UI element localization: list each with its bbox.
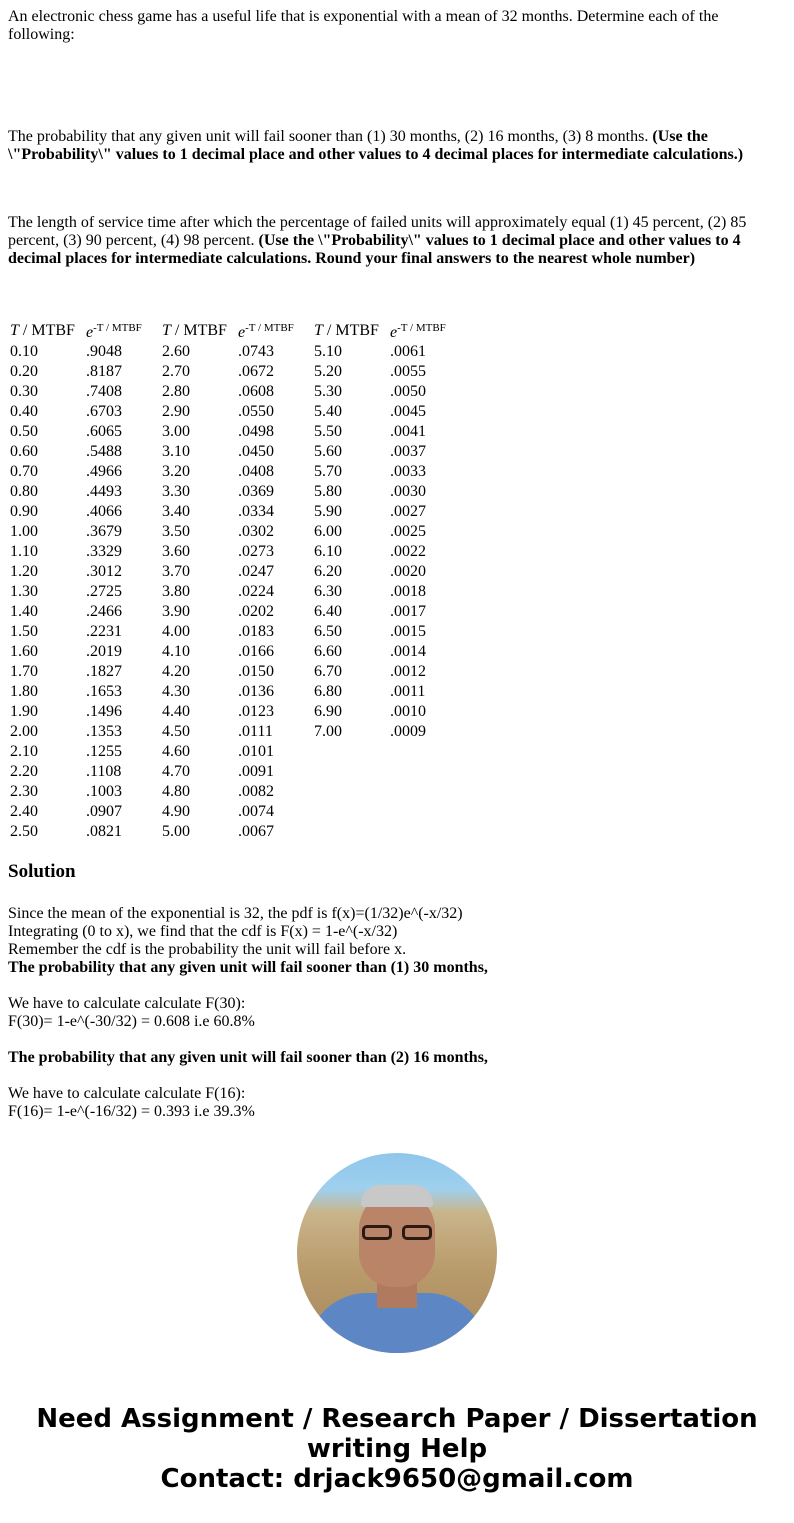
cell-t-mtbf: 1.30: [10, 583, 38, 600]
cell-exp-value: .0672: [238, 363, 274, 380]
cell-t-mtbf: 4.10: [162, 643, 190, 660]
cell-t-mtbf: 3.40: [162, 503, 190, 520]
table-row: [8, 422, 464, 442]
table-row: [8, 762, 464, 782]
cell-t-mtbf: 5.90: [314, 503, 342, 520]
part2-note: (Use the \"Probability\" values to 1 decimal place and other values to 4 decimal places for intermediate calculations. Round your final answers to the nearest whole number): [8, 232, 741, 267]
table-row: [8, 342, 464, 362]
table-row: [8, 782, 464, 802]
sub2-heading: [8, 1049, 786, 1067]
table-row: [8, 482, 464, 502]
header-t: T: [162, 321, 171, 339]
cell-t-mtbf: 0.80: [10, 483, 38, 500]
cell-t-mtbf: 3.90: [162, 603, 190, 620]
cell-exp-value: .0224: [238, 583, 274, 600]
header-e: e: [390, 324, 398, 341]
table-row: [8, 462, 464, 482]
cell-t-mtbf: 2.40: [10, 803, 38, 820]
cell-exp-value: .9048: [86, 343, 122, 360]
cell-t-mtbf: 1.90: [10, 703, 38, 720]
cell-exp-value: .0202: [238, 603, 274, 620]
cell-exp-value: .0166: [238, 643, 274, 660]
cell-t-mtbf: 4.50: [162, 723, 190, 740]
table-row: [8, 602, 464, 622]
cell-t-mtbf: 5.20: [314, 363, 342, 380]
cell-exp-value: .0150: [238, 663, 274, 680]
table-row: [8, 722, 464, 742]
cell-exp-value: .1003: [86, 783, 122, 800]
column-header-exp: [236, 319, 312, 342]
cell-exp-value: .0111: [238, 723, 273, 740]
cell-t-mtbf: [312, 782, 388, 802]
sub1-heading: [8, 959, 786, 977]
cell-t-mtbf: 4.40: [162, 703, 190, 720]
table-row: [8, 702, 464, 722]
avatar-hair: [361, 1185, 433, 1207]
column-header-t-mtbf: [312, 319, 388, 342]
table-row: [8, 622, 464, 642]
cell-exp-value: .0183: [238, 623, 274, 640]
question-part1: [8, 128, 786, 164]
cell-t-mtbf: 0.90: [10, 503, 38, 520]
cell-t-mtbf: 5.80: [314, 483, 342, 500]
cell-t-mtbf: 3.80: [162, 583, 190, 600]
part1-text: The probability that any given unit will fail sooner than (1) 30 months, (2) 16 months, (3) 8 months.: [8, 128, 649, 145]
header-e: e: [86, 324, 94, 341]
cell-t-mtbf: 5.60: [314, 443, 342, 460]
cell-t-mtbf: 2.70: [162, 363, 190, 380]
cell-t-mtbf: 0.70: [10, 463, 38, 480]
header-mtbf: / MTBF: [170, 321, 227, 339]
cell-exp-value: .0018: [390, 583, 426, 600]
cell-exp-value: .0020: [390, 563, 426, 580]
table-body: [8, 342, 464, 842]
column-header-exp: [84, 319, 160, 342]
solution-heading: Solution: [8, 861, 76, 882]
cell-t-mtbf: 1.10: [10, 543, 38, 560]
cell-t-mtbf: 5.40: [314, 403, 342, 420]
cell-t-mtbf: [312, 802, 388, 822]
cell-exp-value: .0907: [86, 803, 122, 820]
cell-exp-value: .2231: [86, 623, 122, 640]
cell-t-mtbf: 1.80: [10, 683, 38, 700]
cell-exp-value: [388, 742, 464, 762]
table-row: [8, 522, 464, 542]
cell-t-mtbf: 6.60: [314, 643, 342, 660]
solution-line: We have to calculate calculate F(30):: [8, 995, 246, 1012]
solution-line: Remember the cdf is the probability the unit will fail before x.: [8, 941, 407, 958]
cell-t-mtbf: 2.10: [10, 743, 38, 760]
cell-exp-value: .0091: [238, 763, 274, 780]
cell-exp-value: .0247: [238, 563, 274, 580]
cell-exp-value: .0011: [390, 683, 426, 700]
cell-t-mtbf: 4.80: [162, 783, 190, 800]
cell-t-mtbf: 5.70: [314, 463, 342, 480]
solution-body: [8, 905, 786, 1121]
cell-exp-value: .0369: [238, 483, 274, 500]
cell-t-mtbf: 0.10: [10, 343, 38, 360]
cell-exp-value: .1353: [86, 723, 122, 740]
cell-exp-value: [388, 822, 464, 842]
cell-exp-value: .0045: [390, 403, 426, 420]
cell-exp-value: .0498: [238, 423, 274, 440]
cell-t-mtbf: 5.10: [314, 343, 342, 360]
cell-t-mtbf: 0.20: [10, 363, 38, 380]
cell-t-mtbf: 0.30: [10, 383, 38, 400]
cell-t-mtbf: 6.90: [314, 703, 342, 720]
cell-t-mtbf: 2.00: [10, 723, 38, 740]
table-header-row: [8, 319, 464, 342]
footer-contact[interactable]: Contact: drjack9650@gmail.com: [160, 1464, 634, 1494]
table-row: [8, 362, 464, 382]
cell-t-mtbf: 2.90: [162, 403, 190, 420]
table-row: [8, 502, 464, 522]
table-row: [8, 642, 464, 662]
cell-t-mtbf: 2.80: [162, 383, 190, 400]
cell-exp-value: .5488: [86, 443, 122, 460]
cell-exp-value: .6703: [86, 403, 122, 420]
cell-exp-value: .1496: [86, 703, 122, 720]
header-e: e: [238, 324, 246, 341]
footer-help-text: Need Assignment / Research Paper / Dissertation writing Help: [36, 1404, 758, 1464]
column-header-t-mtbf: [8, 319, 84, 342]
glasses-icon: [359, 1225, 435, 1241]
cell-t-mtbf: 1.20: [10, 563, 38, 580]
cell-t-mtbf: [312, 742, 388, 762]
question-intro: An electronic chess game has a useful life that is exponential with a mean of 32 months. Determine each of the following:: [8, 8, 719, 43]
cell-exp-value: .1255: [86, 743, 122, 760]
cell-exp-value: .4066: [86, 503, 122, 520]
solution-line: Integrating (0 to x), we find that the cdf is F(x) = 1-e^(-x/32): [8, 923, 398, 940]
cell-t-mtbf: 7.00: [314, 723, 342, 740]
table-row: [8, 662, 464, 682]
cell-t-mtbf: 1.50: [10, 623, 38, 640]
cell-exp-value: .8187: [86, 363, 122, 380]
cell-exp-value: .0273: [238, 543, 274, 560]
cell-t-mtbf: 2.20: [10, 763, 38, 780]
cell-exp-value: .0037: [390, 443, 426, 460]
solution-line: Since the mean of the exponential is 32, the pdf is f(x)=(1/32)e^(-x/32): [8, 905, 463, 922]
solution-line: We have to calculate calculate F(16):: [8, 1085, 246, 1102]
cell-t-mtbf: 6.30: [314, 583, 342, 600]
table-row: [8, 542, 464, 562]
cell-exp-value: .0061: [390, 343, 426, 360]
cell-t-mtbf: 4.90: [162, 803, 190, 820]
cell-t-mtbf: 1.70: [10, 663, 38, 680]
cell-t-mtbf: 4.70: [162, 763, 190, 780]
cell-exp-value: .0550: [238, 403, 274, 420]
cell-t-mtbf: 6.10: [314, 543, 342, 560]
cell-exp-value: .0050: [390, 383, 426, 400]
cell-t-mtbf: 3.50: [162, 523, 190, 540]
cell-exp-value: [388, 802, 464, 822]
part1-note: (Use the \"Probability\" values to 1 decimal place and other values to 4 decimal places for intermediate calculations.): [8, 128, 744, 163]
cell-exp-value: .0027: [390, 503, 426, 520]
cell-exp-value: .0082: [238, 783, 274, 800]
cell-exp-value: .1653: [86, 683, 122, 700]
cell-exp-value: .0608: [238, 383, 274, 400]
table-row: [8, 582, 464, 602]
cell-exp-value: .0022: [390, 543, 426, 560]
table-row: [8, 442, 464, 462]
cell-t-mtbf: 1.40: [10, 603, 38, 620]
cell-exp-value: .0074: [238, 803, 274, 820]
cell-exp-value: .0408: [238, 463, 274, 480]
cell-t-mtbf: 2.60: [162, 343, 190, 360]
cell-exp-value: .0025: [390, 523, 426, 540]
cell-exp-value: .0010: [390, 703, 426, 720]
cell-t-mtbf: 5.50: [314, 423, 342, 440]
cell-t-mtbf: 3.60: [162, 543, 190, 560]
cell-exp-value: .0014: [390, 643, 426, 660]
cell-t-mtbf: 3.30: [162, 483, 190, 500]
cell-exp-value: .1827: [86, 663, 122, 680]
cell-exp-value: .0334: [238, 503, 274, 520]
table-row: [8, 742, 464, 762]
cell-exp-value: .0009: [390, 723, 426, 740]
cell-t-mtbf: 6.80: [314, 683, 342, 700]
cell-exp-value: .0015: [390, 623, 426, 640]
column-header-exp: [388, 319, 464, 342]
cell-t-mtbf: 6.00: [314, 523, 342, 540]
cell-t-mtbf: 6.70: [314, 663, 342, 680]
cell-t-mtbf: 2.50: [10, 823, 38, 840]
cell-exp-value: .0123: [238, 703, 274, 720]
question-part2: [8, 214, 786, 268]
cell-exp-value: .2466: [86, 603, 122, 620]
cell-t-mtbf: 0.40: [10, 403, 38, 420]
table-row: [8, 562, 464, 582]
table-row: [8, 802, 464, 822]
cell-exp-value: .4493: [86, 483, 122, 500]
table-row: [8, 382, 464, 402]
cell-exp-value: .0067: [238, 823, 274, 840]
cell-exp-value: .0302: [238, 523, 274, 540]
cell-exp-value: .7408: [86, 383, 122, 400]
cell-t-mtbf: 1.60: [10, 643, 38, 660]
header-exponent: -T / MTBF: [93, 322, 142, 334]
sub2-heading-text: The probability that any given unit will fail sooner than (2) 16 months,: [8, 1049, 488, 1066]
cell-t-mtbf: [312, 762, 388, 782]
cell-t-mtbf: [312, 822, 388, 842]
cell-exp-value: .0743: [238, 343, 274, 360]
cell-t-mtbf: 3.10: [162, 443, 190, 460]
header-mtbf: / MTBF: [322, 321, 379, 339]
cell-exp-value: .0055: [390, 363, 426, 380]
header-t: T: [314, 321, 323, 339]
header-t: T: [10, 321, 19, 339]
cell-t-mtbf: 1.00: [10, 523, 38, 540]
cell-exp-value: .3012: [86, 563, 122, 580]
cell-t-mtbf: 6.50: [314, 623, 342, 640]
column-header-t-mtbf: [160, 319, 236, 342]
cell-exp-value: .0101: [238, 743, 274, 760]
cell-exp-value: .0030: [390, 483, 426, 500]
cell-exp-value: .0821: [86, 823, 122, 840]
tutor-avatar-photo: [297, 1153, 497, 1353]
table-row: [8, 822, 464, 842]
header-exponent: -T / MTBF: [397, 322, 446, 334]
cell-t-mtbf: 3.70: [162, 563, 190, 580]
footer-banner: [0, 1404, 794, 1494]
header-mtbf: / MTBF: [18, 321, 75, 339]
table-row: [8, 402, 464, 422]
cell-t-mtbf: 2.30: [10, 783, 38, 800]
sub1-heading-text: The probability that any given unit will fail sooner than (1) 30 months,: [8, 959, 488, 976]
cell-exp-value: .0012: [390, 663, 426, 680]
cell-exp-value: .2725: [86, 583, 122, 600]
cell-exp-value: [388, 782, 464, 802]
cell-t-mtbf: 4.20: [162, 663, 190, 680]
solution-line: F(30)= 1-e^(-30/32) = 0.608 i.e 60.8%: [8, 1013, 255, 1030]
cell-exp-value: .0033: [390, 463, 426, 480]
cell-exp-value: .0450: [238, 443, 274, 460]
cell-exp-value: .0136: [238, 683, 274, 700]
cell-t-mtbf: 0.60: [10, 443, 38, 460]
cell-exp-value: .0017: [390, 603, 426, 620]
header-exponent: -T / MTBF: [245, 322, 294, 334]
solution-line: F(16)= 1-e^(-16/32) = 0.393 i.e 39.3%: [8, 1103, 255, 1120]
cell-t-mtbf: 5.00: [162, 823, 190, 840]
cell-exp-value: .6065: [86, 423, 122, 440]
part2-text: The length of service time after which the percentage of failed units will approximately equal (1) 45 percent, (2) 85 percent, (3) 90 percent, (4) 98 percent.: [8, 214, 747, 249]
cell-t-mtbf: 6.20: [314, 563, 342, 580]
cell-exp-value: .4966: [86, 463, 122, 480]
cell-t-mtbf: 4.00: [162, 623, 190, 640]
cell-t-mtbf: 5.30: [314, 383, 342, 400]
cell-t-mtbf: 3.00: [162, 423, 190, 440]
cell-exp-value: .2019: [86, 643, 122, 660]
cell-exp-value: .3329: [86, 543, 122, 560]
cell-t-mtbf: 4.30: [162, 683, 190, 700]
cell-exp-value: .1108: [86, 763, 122, 780]
table-row: [8, 682, 464, 702]
cell-t-mtbf: 3.20: [162, 463, 190, 480]
cell-t-mtbf: 4.60: [162, 743, 190, 760]
cell-t-mtbf: 6.40: [314, 603, 342, 620]
exponential-table: [8, 319, 464, 842]
cell-exp-value: .3679: [86, 523, 122, 540]
cell-exp-value: [388, 762, 464, 782]
cell-exp-value: .0041: [390, 423, 426, 440]
cell-t-mtbf: 0.50: [10, 423, 38, 440]
